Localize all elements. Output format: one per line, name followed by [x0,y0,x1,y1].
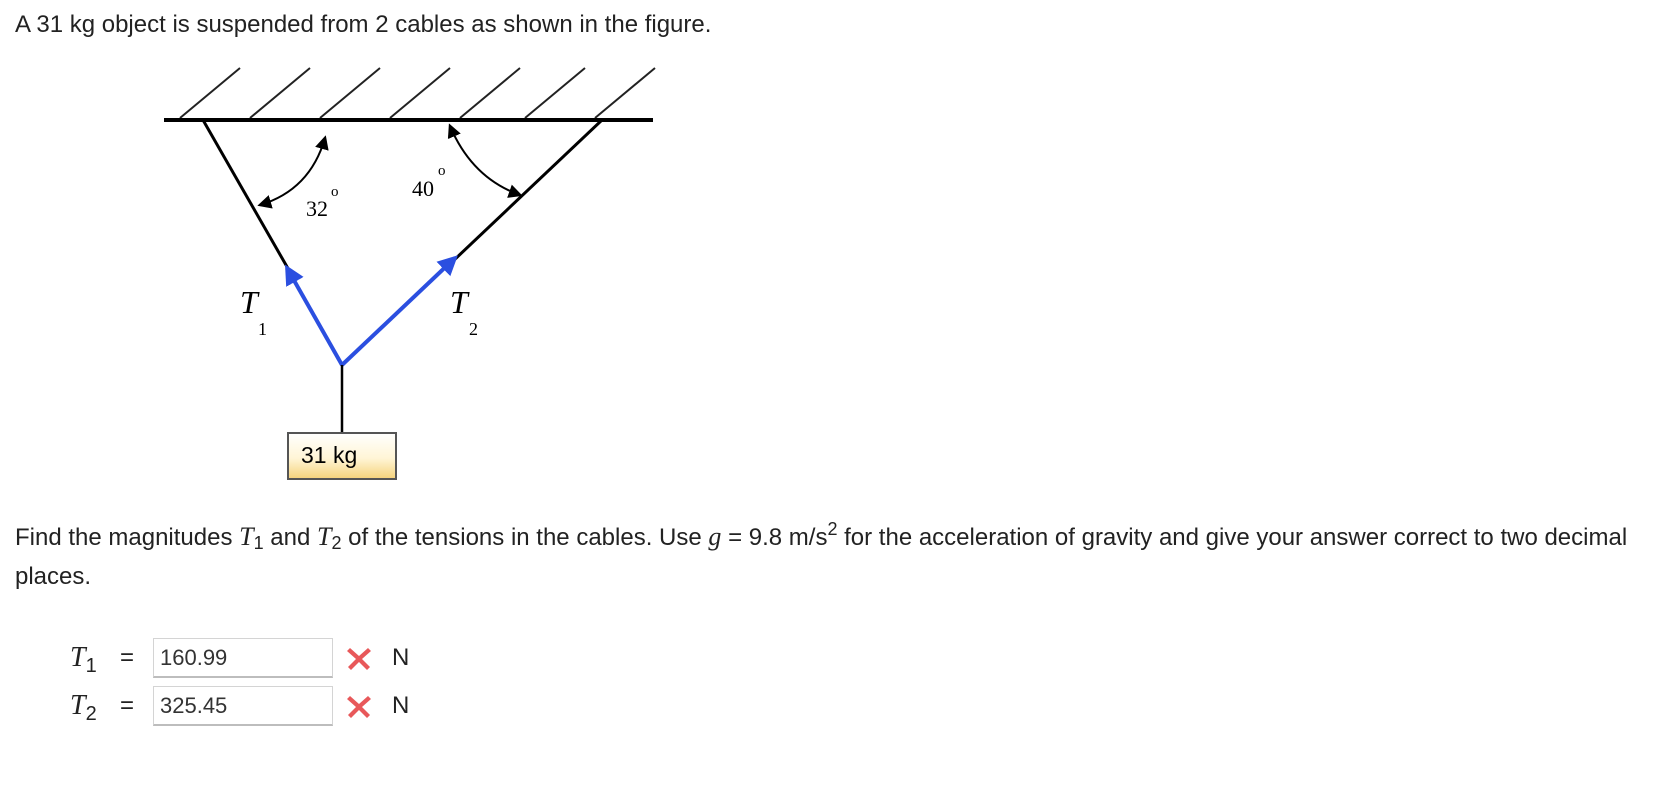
angle-arc-left-icon [260,138,325,205]
answer-equals: = [120,692,135,719]
question-g-value: = 9.8 $m/s^2$ [728,519,838,551]
angle-right-degree: o [438,163,446,179]
tension-vector-1 [287,268,342,365]
tension2-subscript: 2 [469,319,478,339]
ceiling-hatching [180,68,655,118]
answer-row-t2 [60,686,480,732]
physics-diagram [150,50,680,520]
answer-unit: N [392,692,410,719]
question-g: g [708,522,722,551]
cable-right [452,120,602,262]
tension-diagram-svg [150,50,680,520]
answer-input-t1[interactable] [153,638,333,678]
question-part1: Find the magnitudes [15,524,233,551]
angle-arc-right-icon [450,126,520,195]
tension1-subscript: 1 [258,319,267,339]
answer-label-t1: $T_1$ [70,642,97,677]
problem-statement: A 31 kg object is suspended from 2 cables as shown in the figure. [15,11,712,38]
angle-left-label: 32 [306,196,328,221]
answer-section [60,638,480,734]
cable-left [203,120,290,272]
angle-right-label: 40 [412,176,434,201]
question-text [15,518,1655,596]
question-part2: of the tensions in the cables. Use [348,524,702,551]
tension-vector-2 [342,258,455,365]
angle-left-degree: o [331,184,339,200]
x-mark-icon [345,692,373,720]
answer-label-t2: $T_2$ [70,690,97,725]
answer-unit: N [392,644,410,671]
tension1-label: T [240,284,258,320]
answer-row-t1 [60,638,480,684]
question-and: and [270,524,311,551]
question-t1: $T_1$ [239,522,264,553]
question-t2: $T_2$ [317,522,342,553]
x-mark-icon [345,644,373,672]
tension2-label: T [450,284,468,320]
mass-label: 31 kg [301,442,358,468]
question-part3: for the acceleration of gravity and give your answer correct to two decimal places. [15,524,1628,590]
answer-equals: = [120,644,135,671]
answer-input-t2[interactable] [153,686,333,726]
